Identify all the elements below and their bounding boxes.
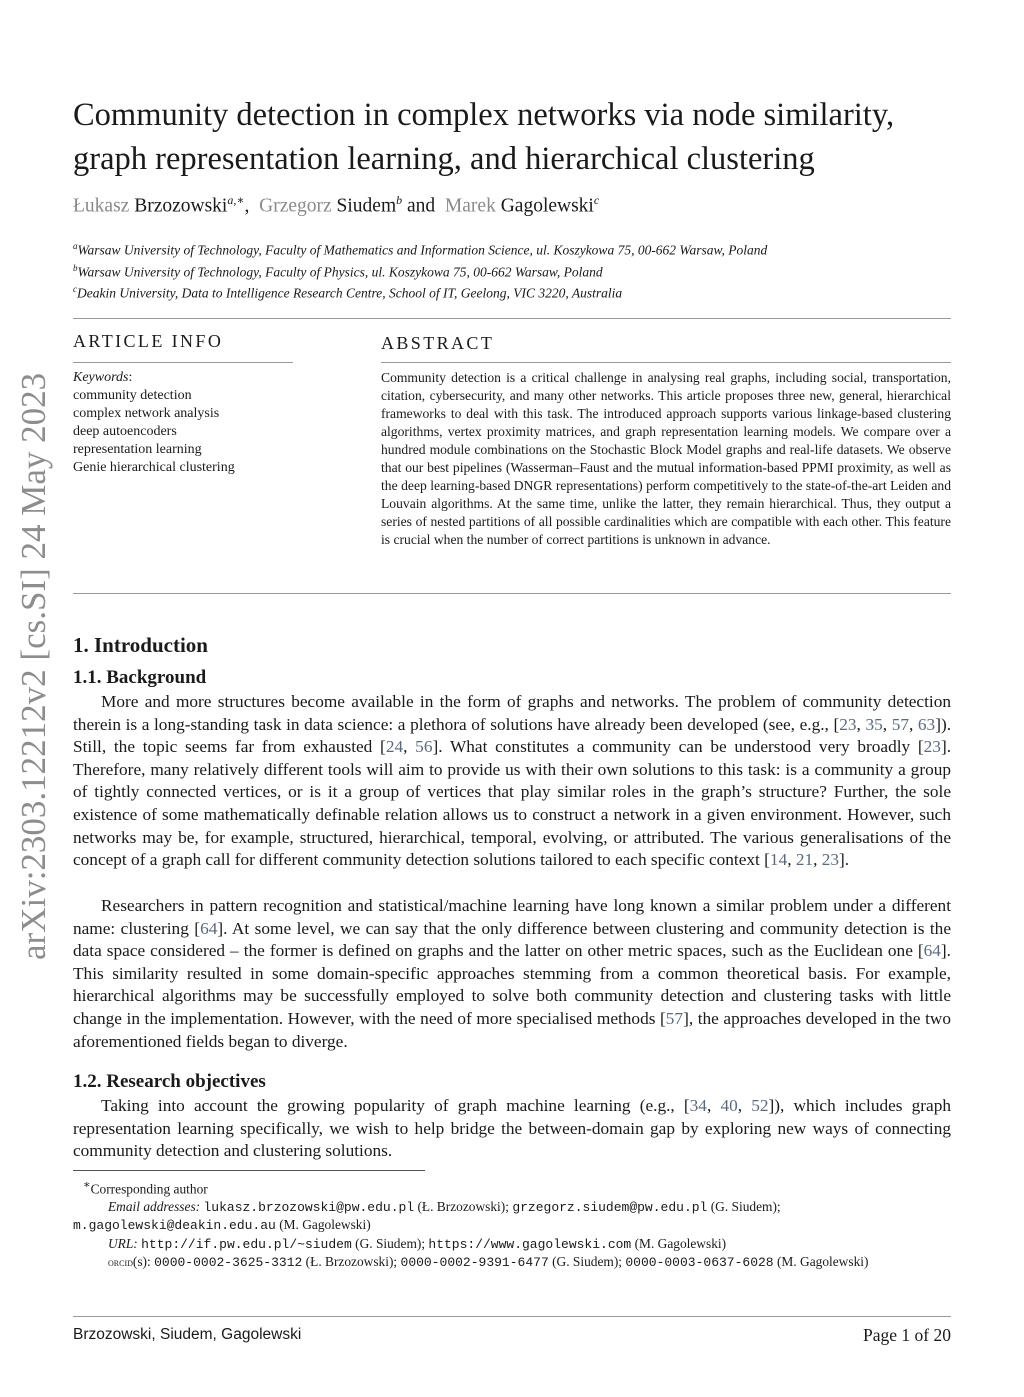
affiliation-mark: a — [73, 241, 78, 251]
citation-link[interactable]: 34 — [689, 1096, 707, 1115]
paragraph-text: Taking into account the growing popularity of graph machine learning (e.g., [ — [101, 1096, 690, 1115]
paragraph-text: , — [882, 714, 892, 734]
footnote-mark: ∗ — [83, 1179, 91, 1191]
orcid-link[interactable]: 0000-0002-9391-6477 — [400, 1255, 549, 1271]
email-link[interactable]: lukasz.brzozowski@pw.edu.pl — [203, 1199, 415, 1215]
paper-title-line: Community detection in complex networks via node similarity, — [73, 97, 895, 133]
citation-link[interactable]: 57 — [891, 714, 909, 734]
keywords-block: Keywords: community detection complex network analysis deep autoencoders representation learning Genie hierarchical clustering — [73, 370, 235, 475]
author-first-name: Grzegorz — [259, 195, 337, 217]
paragraph-text: , — [856, 714, 866, 734]
paragraph-text: , — [813, 850, 822, 870]
paragraph-text: ]. — [839, 850, 850, 870]
paragraph-text: , — [403, 737, 416, 757]
author-first-name: Marek — [444, 195, 501, 217]
orcid-link[interactable]: 0000-0003-0637-6028 — [625, 1255, 774, 1271]
paragraph-text: , — [737, 1096, 752, 1115]
email-owner: (G. Siudem); — [707, 1198, 781, 1214]
email-label: Email addresses: — [108, 1198, 201, 1214]
author-last-name: Gagolewski — [500, 195, 594, 217]
footer-divider — [73, 1316, 951, 1317]
citation-link[interactable]: 21 — [795, 850, 814, 870]
author-last-name: Siudem — [336, 195, 397, 217]
orcid-owner: (Ł. Brzozowski); — [302, 1254, 401, 1270]
orcid-owner: (M. Gagolewski) — [773, 1254, 869, 1270]
footnote-emails-cont — [73, 1216, 953, 1235]
paragraph-text: ]. This similarity resulted in some domain-specific approaches stemming from a common theoretical basis. For example, hierarchical algorithms may be successfully employed to solve both community detection and clustering tasks with little change in the implementation. However, with the need of more specialised methods [ — [73, 941, 951, 1028]
orcid-owner: (G. Siudem); — [548, 1254, 626, 1270]
section-heading-introduction: 1. Introduction — [73, 633, 208, 657]
url-owner: (M. Gagolewski) — [631, 1235, 727, 1251]
affiliation-mark: c — [73, 284, 77, 294]
abstract-text: Community detection is a critical challenge in analysing real graphs, including social, transportation, citation, cybersecurity, and many other networks. This article proposes three new, general, hierarchical frameworks to deal with this task. The introduced approach supports various linkage-based clustering algorithms, vertex proximity matrices, and graph representation learning models. We compare over a hundred module combinations on the Stochastic Block Model graphs and real-life datasets. We observe that our best pipelines (Wasserman–Faust and the mutual information-based PPMI proximity, as well as the deep learning-based DNGR representations) perform competitively to the state-of-the-art Leiden and Louvain algorithms. At the same time, unlike the latter, they remain hierarchical. Thus, they output a series of nested partitions of all possible cardinalities which are compatible with each other. This feature is crucial when the number of correct partitions is unknown in advance. — [381, 370, 951, 547]
paragraph-objectives — [73, 1095, 951, 1163]
citation-link[interactable]: 56 — [415, 737, 433, 757]
paragraph-text: ]. Therefore, many relatively different tools will aim to provide us with their own solutions to this task: is a community a group of tightly connected vertices, or is it a group of vertices that play similar roles in the graph’s structure? Further, the sole existence of some mathematically definable relation allows us to construct a network in a given environment. However, such networks may be, for example, structured, hierarchical, temporal, evolving, or attributed. The various generalisations of the concept of a graph call for different community detection solutions tailored to each specific context [ — [73, 737, 952, 870]
footnote-orcids — [73, 1253, 953, 1272]
running-footer-authors: Brzozowski, Siudem, Gagolewski — [73, 1326, 302, 1343]
author-first-name: Łukasz — [73, 195, 135, 217]
page-number: Page 1 of 20 — [863, 1325, 951, 1345]
citation-link[interactable]: 23 — [923, 737, 941, 757]
footnotes — [73, 1177, 953, 1272]
affiliation-text: Warsaw University of Technology, Faculty of Mathematics and Information Science, ul. Koszykowa 75, 00-662 Warsaw, Poland — [77, 242, 768, 258]
citation-link[interactable]: 64 — [923, 941, 941, 961]
email-owner: (M. Gagolewski) — [275, 1217, 371, 1233]
author-affiliation-mark: a,∗ — [227, 193, 245, 207]
citation-link[interactable]: 23 — [821, 850, 840, 870]
paragraph-text: Researchers in pattern recognition and statistical/machine learning have long known a similar problem under a different name: clustering [ — [73, 896, 951, 938]
author-list — [73, 193, 599, 218]
orcid-suffix: (s): — [132, 1254, 155, 1270]
author-separator: and — [402, 195, 445, 217]
footnote-divider — [73, 1170, 425, 1171]
url-label: URL: — [108, 1235, 138, 1251]
citation-link[interactable]: 63 — [917, 714, 936, 734]
citation-link[interactable]: 35 — [865, 714, 883, 734]
keywords-label: Keywords — [73, 370, 129, 385]
paragraph-background-2 — [73, 895, 951, 1053]
citation-link[interactable]: 57 — [665, 1008, 684, 1028]
affiliation-c — [73, 284, 622, 302]
paragraph-text: ]). Still, the topic seems far from exhausted [ — [73, 714, 952, 757]
affiliation-text: Warsaw University of Technology, Faculty of Physics, ul. Koszykowa 75, 00-662 Warsaw, Poland — [77, 264, 603, 280]
paragraph-text: ]. At some level, we can say that the only difference between clustering and community detection is the data space considered – the former is defined on graphs and the latter on other metric spaces, such as the Euclidean one [ — [73, 918, 951, 961]
email-link[interactable]: grzegorz.siudem@pw.edu.pl — [512, 1199, 708, 1215]
abstract-divider — [381, 362, 951, 363]
paragraph-text: ]. What constitutes a community can be understood very broadly [ — [432, 737, 924, 757]
citation-link[interactable]: 52 — [751, 1096, 769, 1115]
paragraph-text: ], the approaches developed in the two aforementioned fields began to diverge. — [73, 1008, 951, 1051]
email-link[interactable]: m.gagolewski@deakin.edu.au — [73, 1218, 276, 1234]
keyword-item: deep autoencoders — [73, 424, 177, 439]
citation-link[interactable]: 24 — [385, 737, 404, 757]
header-divider — [73, 318, 951, 319]
keyword-item: Genie hierarchical clustering — [73, 460, 235, 475]
subsection-heading-background: 1.1. Background — [73, 667, 207, 688]
url-owner: (G. Siudem); — [351, 1235, 429, 1251]
affiliation-b — [73, 263, 603, 281]
orcid-link[interactable]: 0000-0002-3625-3312 — [154, 1255, 303, 1271]
author-affiliation-mark: b — [396, 193, 403, 207]
citation-link[interactable]: 23 — [839, 714, 857, 734]
affiliation-text: Deakin University, Data to Intelligence Research Centre, School of IT, Geelong, VIC 3220, Australia — [77, 285, 623, 301]
subsection-heading-objectives: 1.2. Research objectives — [73, 1071, 266, 1092]
footnote-corresponding — [73, 1177, 953, 1198]
article-info-heading: ARTICLE INFO — [73, 331, 224, 351]
keyword-item: representation learning — [73, 442, 202, 457]
paragraph-text: More and more structures become available in the form of graphs and networks. The problem of community detection therein is a long-standing task in data science: a plethora of solutions have already been developed (see, e.g., [ — [73, 692, 951, 734]
paragraph-background-1 — [73, 691, 951, 872]
footnote-text: Corresponding author — [90, 1181, 208, 1197]
url-link[interactable]: https://www.gagolewski.com — [428, 1236, 632, 1252]
citation-link[interactable]: 64 — [200, 918, 218, 938]
url-link[interactable]: http://if.pw.edu.pl/~siudem — [141, 1236, 352, 1252]
keyword-item: community detection — [73, 388, 192, 403]
citation-link[interactable]: 14 — [769, 850, 788, 870]
email-owner: (Ł. Brzozowski); — [414, 1198, 513, 1214]
paragraph-text: , — [908, 714, 918, 734]
footnote-emails — [73, 1198, 953, 1217]
paragraph-text: ]), which includes graph representation learning specifically, we wish to help bridge the between-domain gap by exploring new ways of connecting community detection and clustering solutions. — [73, 1096, 952, 1161]
article-info-divider — [73, 362, 293, 363]
footnote-urls — [73, 1235, 953, 1254]
abstract-bottom-divider — [73, 593, 951, 594]
abstract-heading: ABSTRACT — [381, 333, 495, 353]
affiliation-mark: b — [73, 263, 78, 273]
citation-link[interactable]: 40 — [720, 1096, 738, 1115]
orcid-label: orcid — [108, 1255, 133, 1270]
paragraph-text: , — [787, 850, 796, 870]
keyword-item: complex network analysis — [73, 406, 220, 421]
author-last-name: Brzozowski — [134, 195, 228, 217]
author-separator: , — [244, 195, 260, 217]
paper-title — [73, 93, 953, 181]
paper-title-line: graph representation learning, and hierarchical clustering — [73, 141, 815, 177]
paragraph-text: , — [706, 1096, 721, 1115]
arxiv-stamp-text: arXiv:2303.12212v2 [cs.SI] 24 May 2023 — [14, 372, 53, 960]
affiliation-a — [73, 241, 767, 259]
author-affiliation-mark: c — [593, 193, 600, 207]
